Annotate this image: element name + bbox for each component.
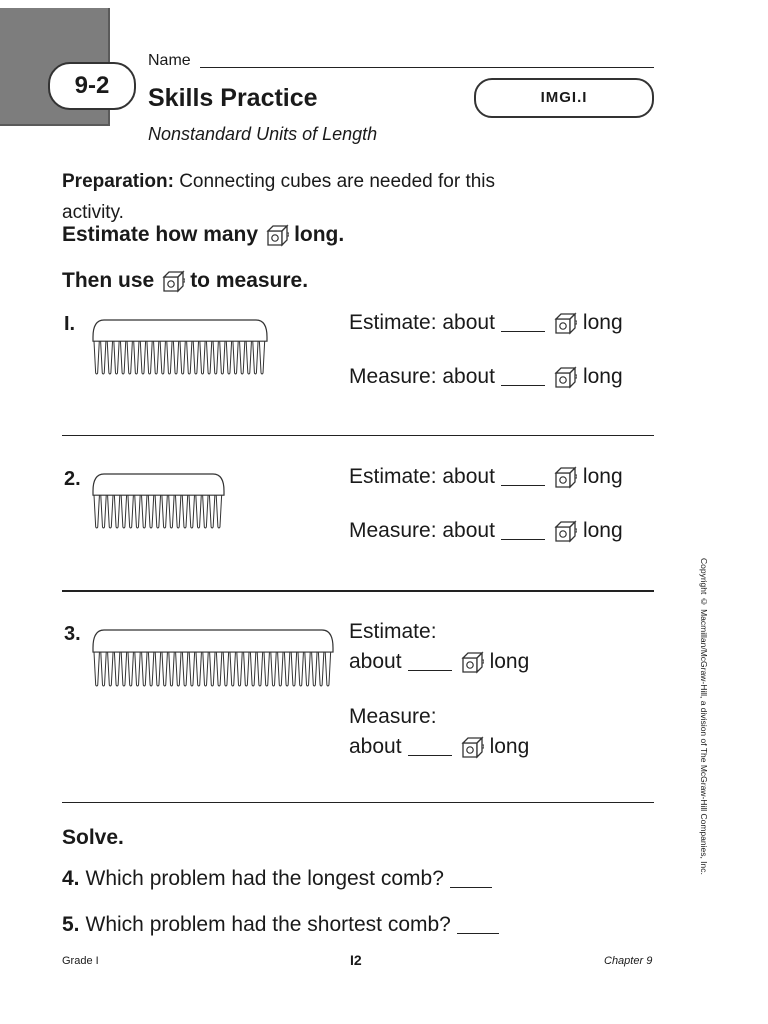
comb-tooth [121, 652, 126, 686]
comb-tooth [162, 652, 167, 686]
comb-tooth [140, 341, 145, 374]
comb-tooth [305, 652, 310, 686]
comb-tooth [189, 652, 194, 686]
measure-row [349, 364, 623, 390]
estimate-label: Estimate: [349, 620, 437, 643]
comb-tooth [162, 495, 167, 528]
measure-answer-blank[interactable] [501, 523, 545, 540]
comb-tooth [203, 495, 208, 528]
unit-suffix: long [489, 735, 530, 758]
question-text: Which problem had the shortest comb? [85, 913, 451, 936]
comb-image [90, 626, 336, 693]
comb-tooth [196, 495, 201, 528]
preparation-body: Connecting cubes are needed for this activity. [62, 171, 496, 223]
comb-tooth [203, 652, 208, 686]
comb-tooth [147, 341, 152, 374]
comb-tooth [278, 652, 283, 686]
comb-tooth [312, 652, 317, 686]
comb-tooth [271, 652, 276, 686]
comb-image [90, 316, 270, 381]
instruction-measure [62, 268, 308, 294]
question-row [62, 913, 499, 937]
estimate-row [349, 649, 529, 675]
connecting-cube-icon [263, 222, 289, 248]
estimate-label: Estimate: about [349, 311, 495, 334]
connecting-cube-icon [551, 518, 577, 544]
estimate-label: Estimate: about [349, 465, 495, 488]
comb-tooth [128, 495, 133, 528]
footer-page-number: I2 [350, 952, 362, 968]
comb-tooth [206, 341, 211, 374]
connecting-cube-icon [551, 310, 577, 336]
comb-tooth [318, 652, 323, 686]
preparation-label: Preparation: [62, 171, 174, 192]
measure-label: Measure: [349, 705, 437, 728]
comb-tooth [259, 341, 264, 374]
problem-number: 2. [64, 468, 81, 490]
comb-tooth [216, 652, 221, 686]
section-divider [62, 590, 654, 592]
unit-suffix: long [582, 365, 623, 388]
comb-tooth [154, 341, 159, 374]
comb-tooth [257, 652, 262, 686]
connecting-cube-icon [159, 268, 185, 294]
comb-tooth [101, 652, 106, 686]
estimate-answer-blank[interactable] [408, 654, 452, 671]
comb-tooth [121, 495, 126, 528]
comb-tooth [134, 341, 139, 374]
question-text: Which problem had the longest comb? [85, 867, 444, 890]
comb-tooth [167, 341, 172, 374]
comb-tooth [189, 495, 194, 528]
comb-tooth [284, 652, 289, 686]
comb-tooth [210, 652, 215, 686]
connecting-cube-icon [551, 464, 577, 490]
name-label: Name [148, 52, 191, 69]
comb-tooth [169, 652, 174, 686]
estimate-row [349, 464, 623, 490]
comb-tooth [196, 652, 201, 686]
solve-heading: Solve. [62, 826, 124, 849]
comb-tooth [127, 341, 132, 374]
comb-tooth [226, 341, 231, 374]
comb-tooth [176, 652, 181, 686]
comb-tooth [182, 495, 187, 528]
comb-tooth [94, 495, 99, 528]
comb-tooth [135, 495, 140, 528]
footer-grade: Grade I [62, 955, 99, 967]
comb-image [90, 470, 227, 535]
about-label: about [349, 735, 402, 758]
question-answer-blank[interactable] [450, 871, 492, 888]
comb-tooth [200, 341, 205, 374]
instruction-estimate [62, 222, 344, 248]
question-answer-blank[interactable] [457, 917, 499, 934]
comb-tooth [180, 341, 185, 374]
comb-tooth [107, 341, 112, 374]
comb-tooth [250, 652, 255, 686]
standard-badge: IMGI.I [474, 78, 654, 118]
page-title: Skills Practice [148, 84, 318, 112]
section-divider [62, 802, 654, 803]
unit-suffix: long [582, 465, 623, 488]
measure-label: Measure: about [349, 365, 495, 388]
unit-suffix: long [582, 311, 623, 334]
comb-tooth [114, 341, 119, 374]
comb-tooth [223, 652, 228, 686]
comb-tooth [114, 652, 119, 686]
instruction-estimate-before: Estimate how many [62, 223, 259, 246]
comb-tooth [135, 652, 140, 686]
copyright-notice: Copyright © Macmillan/McGraw-Hill, a division of The McGraw-Hill Companies, Inc. [699, 558, 709, 875]
preparation-text [62, 166, 532, 228]
unit-suffix: long [582, 519, 623, 542]
instruction-measure-before: Then use [62, 269, 155, 292]
comb-tooth [128, 652, 133, 686]
comb-tooth [253, 341, 258, 374]
comb-tooth [142, 652, 147, 686]
name-line[interactable] [200, 67, 654, 68]
comb-tooth [175, 495, 180, 528]
comb-tooth [108, 652, 113, 686]
comb-tooth [246, 341, 251, 374]
comb-tooth [182, 652, 187, 686]
problem-number: I. [64, 313, 76, 335]
measure-answer-blank[interactable] [408, 739, 452, 756]
section-divider [62, 435, 654, 436]
connecting-cube-icon [458, 649, 484, 675]
comb-tooth [325, 652, 330, 686]
comb-tooth [220, 341, 225, 374]
comb-tooth [94, 341, 99, 374]
comb-tooth [298, 652, 303, 686]
comb-tooth [155, 495, 160, 528]
measure-row [349, 518, 623, 544]
comb-tooth [173, 341, 178, 374]
comb-tooth [193, 341, 198, 374]
comb-tooth [233, 341, 238, 374]
comb-tooth [142, 495, 147, 528]
comb-tooth [101, 495, 106, 528]
comb-tooth [244, 652, 249, 686]
comb-tooth [108, 495, 113, 528]
comb-tooth [230, 652, 235, 686]
measure-answer-blank[interactable] [501, 369, 545, 386]
comb-tooth [148, 495, 153, 528]
footer-chapter: Chapter 9 [604, 955, 653, 967]
comb-tooth [291, 652, 296, 686]
connecting-cube-icon [551, 364, 577, 390]
comb-tooth [169, 495, 174, 528]
question-row [62, 867, 492, 891]
estimate-answer-blank[interactable] [501, 315, 545, 332]
connecting-cube-icon [458, 734, 484, 760]
comb-tooth [120, 341, 125, 374]
lesson-number-badge: 9-2 [48, 62, 136, 110]
comb-tooth [237, 652, 242, 686]
comb-tooth [216, 495, 221, 528]
estimate-answer-blank[interactable] [501, 469, 545, 486]
page-subtitle: Nonstandard Units of Length [148, 124, 378, 144]
comb-tooth [155, 652, 160, 686]
question-number: 5. [62, 913, 80, 936]
comb-tooth [187, 341, 192, 374]
comb-tooth [160, 341, 165, 374]
comb-tooth [94, 652, 99, 686]
comb-tooth [213, 341, 218, 374]
comb-tooth [101, 341, 106, 374]
comb-tooth [264, 652, 269, 686]
about-label: about [349, 650, 402, 673]
problem-number: 3. [64, 623, 81, 645]
instruction-estimate-after: long. [294, 223, 345, 246]
comb-tooth [114, 495, 119, 528]
comb-tooth [209, 495, 214, 528]
instruction-measure-after: to measure. [190, 269, 309, 292]
measure-label: Measure: about [349, 519, 495, 542]
measure-row [349, 734, 529, 760]
unit-suffix: long [489, 650, 530, 673]
comb-tooth [240, 341, 245, 374]
comb-tooth [148, 652, 153, 686]
estimate-row [349, 310, 623, 336]
question-number: 4. [62, 867, 80, 890]
